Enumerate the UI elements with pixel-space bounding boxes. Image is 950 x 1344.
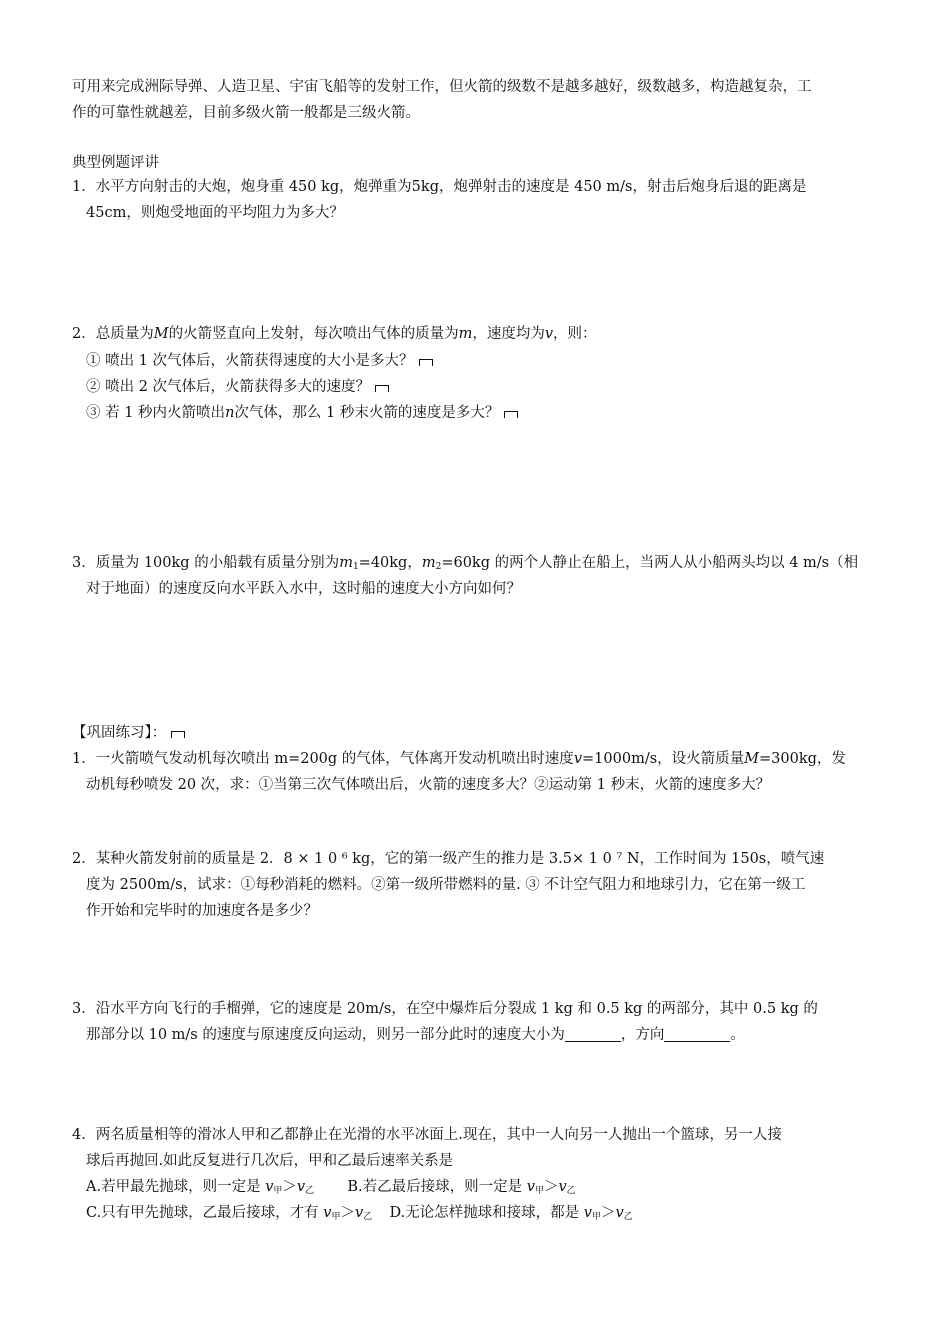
practice-4-line-1: 4．两名质量相等的滑冰人甲和乙都静止在光滑的水平冰面上.现在，其中一人向另一人抛出一个篮球，另一人接	[72, 1127, 782, 1143]
practice-2-line-1: 2．某种火箭发射前的质量是 2．8 × 1 0 ⁶ kg，它的第一级产生的推力是 3.5× 1 0 ⁷ N，工作时间为 150s，喷气速	[72, 851, 825, 867]
practice-4-options-ab	[86, 1174, 576, 1200]
practice-2-line-3: 作开始和完毕时的加速度各是多少？	[86, 903, 318, 919]
direction-answer-blank[interactable]	[664, 1027, 730, 1042]
example-2-sub-3: ③ 若 1 秒内火箭喷出n次气体，那么 1 秒末火箭的速度是多大？	[86, 400, 518, 426]
practice-2-line-2: 度为 2500m/s，试求：①每秒消耗的燃料。②第一级所带燃料的量. ③ 不计空气阻力和地球引力，它在第一级工	[86, 877, 806, 893]
option-d[interactable]: D.无论怎样抛球和接球，都是 $v_甲>v_乙$	[389, 1205, 633, 1222]
option-c[interactable]: C.只有甲先抛球，乙最后接球，才有 $v_甲>v_乙$	[86, 1205, 373, 1222]
return-mark-icon	[419, 359, 433, 366]
example-1-line-1: 1．水平方向射击的大炮，炮身重 450 kg，炮弹重为5kg，炮弹射击的速度是 450 m/s，射击后炮身后退的距离是	[72, 179, 807, 195]
example-1-line-2: 45cm，则炮受地面的平均阻力为多大？	[86, 205, 344, 221]
practice-4-line-2: 球后再抛回.如此反复进行几次后，甲和乙最后速率关系是	[86, 1153, 454, 1169]
example-2-stem: 2．总质量为M的火箭竖直向上发射，每次喷出气体的质量为m，速度均为v，则：	[72, 326, 597, 342]
example-3-line-1: 3．质量为 100kg 的小船载有质量分别为$m_1=40kg$，$m_2=60kg$ 的两个人静止在船上，当两人从小船两头均以 4 m/s（相	[72, 555, 859, 572]
practice-3-line-1: 3．沿水平方向飞行的手榴弹，它的速度是 20m/s，在空中爆炸后分裂成 1 kg 和 0.5 kg 的两部分，其中 0.5 kg 的	[72, 1001, 818, 1017]
return-mark-icon	[171, 731, 185, 738]
practice-heading: 【巩固练习】：	[72, 720, 185, 746]
option-a[interactable]: A.若甲最先抛球，则一定是 $v_甲>v_乙$	[86, 1179, 315, 1196]
practice-3-line-2: 那部分以 10 m/s 的速度与原速度反向运动，则另一部分此时的速度大小为 ，方向 。	[86, 1027, 745, 1043]
option-b[interactable]: B.若乙最后接球，则一定是 $v_甲>v_乙$	[347, 1179, 576, 1196]
practice-4-options-cd	[86, 1200, 633, 1226]
example-3-line-2: 对于地面）的速度反向水平跃入水中，这时船的速度大小方向如何？	[86, 581, 521, 597]
return-mark-icon	[375, 385, 389, 392]
practice-1-line-1: 1．一火箭喷气发动机每次喷出 m=200g 的气体，气体离开发动机喷出时速度v=1000m/s，设火箭质量M=300kg，发	[72, 751, 846, 767]
example-2-sub-2: ② 喷出 2 次气体后，火箭获得多大的速度？	[86, 374, 389, 400]
example-2-sub-1: ① 喷出 1 次气体后，火箭获得速度的大小是多大？	[86, 348, 433, 374]
examples-heading: 典型例题评讲	[72, 155, 159, 171]
speed-answer-blank[interactable]	[565, 1027, 621, 1042]
practice-1-line-2: 动机每秒喷发 20 次，求：①当第三次气体喷出后，火箭的速度多大？②运动第 1 秒末，火箭的速度多大？	[86, 777, 771, 793]
intro-line-1: 可用来完成洲际导弹、人造卫星、宇宙飞船等的发射工作，但火箭的级数不是越多越好，级数越多，构造越复杂，工	[72, 79, 812, 95]
return-mark-icon	[504, 411, 518, 418]
intro-line-2: 作的可靠性就越差，目前多级火箭一般都是三级火箭。	[72, 105, 420, 121]
